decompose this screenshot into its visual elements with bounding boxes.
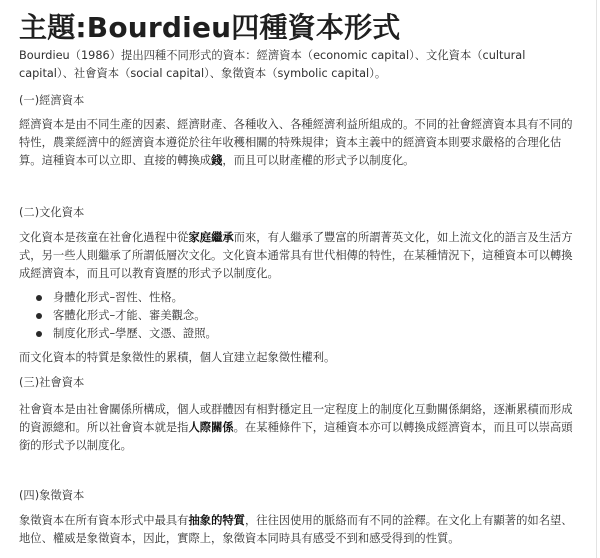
economic-text [19,116,579,170]
social-paragraph [19,401,579,455]
section-symbolic [19,487,579,505]
page-title: 主題:Bourdieu四種資本形式 [19,11,401,44]
economic-text-b: ，而且可以財產權的形式予以制度化。 [222,154,415,167]
social-bold: 人際關係 [188,421,234,434]
social-text-b: 。在某種條件下，這種資本亦可以轉換成經濟資本，而且可以崇高頭銜的形式予以制度化。 [19,421,573,452]
cultural-closing [19,349,579,367]
economic-paragraph [19,116,579,170]
symbolic-text [19,512,579,548]
section-cultural [19,204,579,222]
bullet-icon [36,313,42,319]
symbolic-paragraph [19,512,579,548]
cultural-closing-text: 而文化資本的特質是象徵性的累積，個人宜建立起象徵性權利。 [19,351,336,364]
symbolic-text-b: ，往往因使用的脈絡而有不同的詮釋。在文化上有顯著的如名望、地位、權威是象徵資本，因此，實際上，象徵資本同時具有感受不到和感受得到的性質。 [19,514,573,545]
intro-text: Bourdieu（1986）提出四種不同形式的資本：經濟資本（economic capital）、文化資本（cultural capital）、社會資本（social capital）、象徵資本（symbolic capital）。 [19,49,526,80]
cultural-text-a: 文化資本是孩童在社會化過程中從 [19,231,189,244]
symbolic-text-a: 象徵資本在所有資本形式中最具有 [19,514,189,527]
section-social [19,374,579,392]
section-heading-social: (三)社會資本 [19,376,85,389]
section-heading-cultural: (二)文化資本 [19,206,85,219]
section-heading-symbolic: (四)象徵資本 [19,489,85,502]
section-heading-economic: (一)經濟資本 [19,94,85,107]
cultural-forms-list [19,289,579,343]
list-item [19,307,579,325]
page-divider [596,0,597,558]
social-text [19,401,579,455]
section-economic [19,92,579,110]
economic-bold: 錢 [211,154,223,167]
list-item-text: 制度化形式–學歷、文憑、證照。 [53,327,217,340]
bullet-icon [36,295,42,301]
social-text-a: 社會資本是由社會關係所構成，個人或群體因有相對穩定且一定程度上的制度化互動關係網絡，逐漸累積而形成的資源總和。所以社會資本就是指 [19,403,573,434]
cultural-text [19,229,579,283]
list-item [19,325,579,343]
cultural-text-b: 而來，有人繼承了豐富的所謂菁英文化，如上流文化的語言及生活方式，另一些人則繼承了所謂低層次文化。文化資本通常具有世代相傳的特性，在某種情況下，這種資本可以轉換成經濟資本，而且可以教育資歷的形式予以制度化。 [19,231,573,280]
list-item-text: 客體化形式–才能、審美觀念。 [53,309,206,322]
symbolic-bold: 抽象的特質 [188,514,245,527]
list-item [19,289,579,307]
economic-text-a: 經濟資本是由不同生產的因素、經濟財產、各種收入、各種經濟利益所組成的。不同的社會經濟資本具有不同的特性，農業經濟中的經濟資本遵從於往年收穫相關的特殊規律；資本主義中的經濟資本則要求嚴格的合理化估算。這種資本可以立即、直接的轉換成 [19,118,573,167]
cultural-bold: 家庭繼承 [188,231,234,244]
cultural-paragraph [19,229,579,283]
list-item-text: 身體化形式–習性、性格。 [53,291,183,304]
bullet-icon [36,331,42,337]
intro-paragraph [19,47,579,83]
